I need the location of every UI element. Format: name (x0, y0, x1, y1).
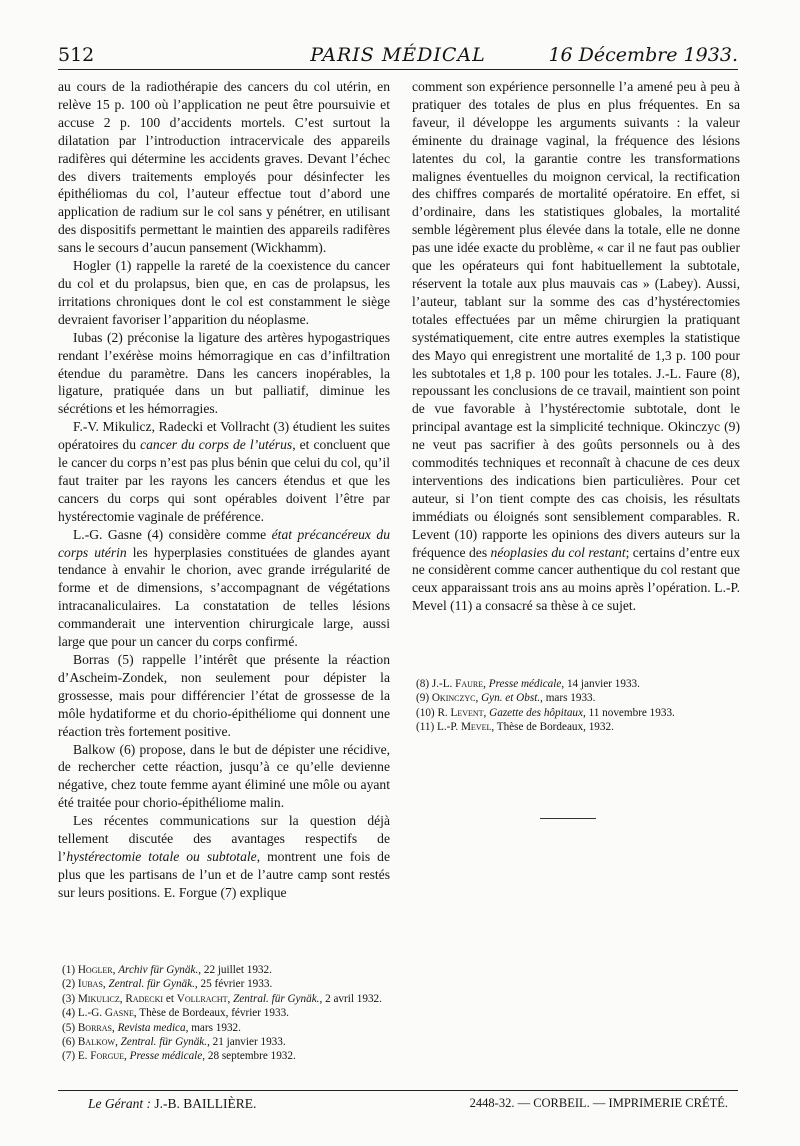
footnote-author: J.-L. Faure, (431, 678, 486, 690)
italic-run: cancer du corps de l’utérus (140, 437, 293, 453)
text-run: les hyperplasies constituées de glandes ayant tendance à envahir le chorion, avec grande irrégularité de forme et de dimensions, s’accompagnant de végétations intracanaliculaires. La constatation de telles lésions commanderait une intervention chirurgicale large, aussi large que pour un cancer du corps confirmé. (58, 544, 391, 650)
footnote-number: (3) (62, 992, 76, 1005)
footnote-rest: , 22 juillet 1932. (198, 964, 272, 976)
text-run: Les récentes communications sur la question déjà tellement discutée des avantages respectifs de l’ (58, 813, 390, 864)
footer-rule (58, 1090, 738, 1091)
footnote-author: L.-P. Mevel, (437, 721, 495, 734)
paragraph: Hogler (1) rappelle la rareté de la coexistence du cancer du col et du prolapsus, bien que, en cas de prolapsus, les irritations chroniques dont le col est constamment le siège devraient favoriser l’apparition du néoplasme. (58, 258, 390, 327)
left-column (58, 78, 390, 902)
journal-title: PARIS MÉDICAL (310, 44, 486, 66)
footnote-rest: Thèse de Bordeaux, 1932. (494, 721, 614, 734)
page-footer (58, 1090, 738, 1130)
italic-run: hystérectomie totale ou subtotale (66, 848, 257, 864)
footnote (412, 677, 740, 691)
paragraph (58, 526, 390, 651)
footnote-rest: , 14 janvier 1933. (561, 678, 640, 690)
page-header (58, 44, 738, 78)
footnote-number: (1) (62, 964, 76, 976)
paragraph (412, 78, 740, 615)
paragraph: Balkow (6) propose, dans le but de dépister une récidive, de rechercher cette réaction, jusqu’à ce qu’elle devienne négative, chez toute femme ayant éliminé une môle ou ayant été traitée pour chorio-épithéliome malin. (58, 741, 390, 811)
footnote-number: (9) (416, 692, 430, 705)
footnote-author: Balkow, (77, 1036, 118, 1049)
footnote-rest: , 2 avril 1932. (319, 992, 382, 1005)
gerant-label: Le Gérant : (88, 1096, 151, 1111)
printer-credit: 2448-32. — CORBEIL. — IMPRIMERIE CRÉTÉ. (469, 1096, 728, 1110)
footnote-number: (7) (62, 1050, 76, 1063)
footnote-conjunction: et (163, 992, 177, 1005)
gerant-credit (88, 1096, 256, 1112)
header-rule (58, 69, 738, 70)
footnote-source: Gyn. et Obst. (481, 692, 541, 705)
italic-run: état précancéreux du corps utérin (58, 526, 390, 560)
footnote (412, 691, 740, 705)
footnote-source: Presse médicale (488, 678, 562, 690)
footnote-source: Zentral. für Gynäk. (233, 992, 320, 1005)
right-column (412, 78, 740, 615)
footnote-number: (11) (416, 721, 435, 734)
footnote (58, 1035, 390, 1049)
footnote (412, 720, 740, 734)
footnote-author: Mikulicz, Radecki (77, 992, 164, 1005)
footnote-author: Okinczyc, (431, 692, 479, 705)
footnote-source: Presse médicale (129, 1050, 203, 1063)
footnote-source: Zentral. für Gynäk. (108, 978, 195, 991)
footnote-author: L.-G. Gasne, (77, 1007, 137, 1020)
text-run: ; certains d’entre eux ne considèrent comme cancer authentique du col restant que ceux apparaissant trois ans au moins après l’opération. L.-P. Mevel (11) a consacré sa thèse à ce sujet. (412, 544, 741, 614)
footnote-number: (8) (416, 678, 430, 690)
footnote-author: Iubas, (77, 978, 106, 991)
text-run: , montrent une fois de plus que les partisans de l’un et de l’autre camp sont restés sur leurs positions. E. Forgue (7) explique (58, 848, 390, 900)
footnote (58, 1006, 390, 1020)
footnote-number: (2) (62, 978, 76, 991)
page-number: 512 (58, 44, 95, 66)
footnote-rest: , 25 février 1933. (194, 978, 273, 991)
footnote-author: Borras, (77, 1021, 115, 1034)
footnote-author: Hogler, (77, 964, 116, 976)
text-run: , et concluent que le cancer du corps n’est pas plus bénin que celui du col, qu’il faut traiter par les rayons les cancers étendus et que les cancers du corps qui sont opérables doivent l’être par hystérectomie vaginale de préférence. (58, 437, 391, 524)
footnote-number: (6) (62, 1036, 76, 1049)
footnote-rest: Thèse de Bordeaux, février 1933. (136, 1007, 289, 1020)
issue-date: 16 Décembre 1933. (548, 44, 738, 66)
footnotes-right (412, 677, 740, 735)
footnotes-left (58, 963, 390, 1064)
gerant-name: J.-B. BAILLIÈRE. (154, 1096, 257, 1111)
footnote-source: Archiv für Gynäk. (118, 964, 199, 976)
footnote-number: (4) (62, 1007, 76, 1020)
footnote (58, 1021, 390, 1035)
text-run: comment son expérience personnelle l’a amené peu à peu à pratiquer des totales de plus en plus fréquentes. En sa faveur, il développe les arguments suivants : la valeur éminente du drainage vaginal, la fréquence des lésions latentes du col, la garantie contre les transformations malignes éventuelles du moignon cervical, la rectification des chiffres comparés de mortalité opératoire. En effet, si d’ordinaire, dans les statistiques globales, la mortalité semble légèrement plus élevée dans la totale, elle ne donne pas une idée exacte du problème, « car il ne faut pas oublier que les opérateurs qui font habituellement la subtotale, réservent la totale aux plus mauvais cas » (Labey). Aussi, l’auteur, tablant sur la somme des cas d’hystérectomies totales effectuées par un même chirurgien la pratiquant systématiquement, cite entre autres exemples la statistique des Mayo qui enregistrent une mortalité de 1,3 p. 100 pour les subtotales et 1,8 p. 100 pour les totales. J.-L. Faure (8), repoussant les conclusions de ce travail, maintient son point de vue favorable à l’hystérectomie subtotale, dont le principal avantage est la simplicité technique. Okinczyc (9) ne veut pas sacrifier à des goûts personnels ou à des commodités techniques et reconnaît à chacune de ces deux interventions des indications bien particulières. Pour cet auteur, si l’on tient compte des cas choisis, les résultats immédiats ou éloignés sont sensiblement comparables. R. Levent (10) rapporte les opinions des divers auteurs sur la fréquence des (412, 79, 740, 560)
footnote-author: R. Levent, (437, 706, 487, 719)
footnote-rest: , 21 janvier 1933. (207, 1036, 286, 1049)
footnote (58, 1049, 390, 1063)
footnote-rest: , mars 1933. (540, 692, 596, 705)
footnote-author: E. Forgue, (77, 1050, 127, 1063)
footnote-source: Gazette des hôpitaux (489, 706, 583, 719)
footnote (58, 977, 390, 991)
footnote-rest: , mars 1932. (185, 1021, 241, 1034)
footnote-rest: , 28 septembre 1932. (202, 1050, 296, 1063)
paragraph: Iubas (2) préconise la ligature des artères hypogastriques rendant l’exérèse moins hémorragique en cas d’infiltration étendue du paramètre. Dans les cancers inopérables, la ligature, pratiquée dans un but palliatif, diminue les sécrétions et les hémorragies. (58, 329, 390, 417)
paragraph: Borras (5) rappelle l’intérêt que présente la réaction d’Ascheim-Zondek, non seulement pour dépister la grossesse, mais pour différencier l’état de grossesse de la môle hydatiforme et du chorio-épithéliome qui donnent une réaction très fortement positive. (58, 652, 390, 739)
footnote-number: (10) (416, 706, 435, 719)
footnote-rest: , 11 novembre 1933. (582, 706, 675, 719)
footnote (58, 992, 390, 1006)
footnote-source: Zentral. für Gynäk. (120, 1036, 208, 1049)
footnote-source: Revista medica (117, 1021, 186, 1034)
paragraph: au cours de la radiothérapie des cancers du col utérin, en relève 15 p. 100 où l’application ne peut être poursuivie et accuse 2 p. 100 d’accidents mortels. C’est surtout la dilatation par l’introduction intracervicale des appareils radifères qui détermine les accidents graves. Devant l’échec des divers traitements employés pour désinfecter les épithéliomas du col, l’auteur effectue tout d’abord une application de radium sur le col sans y pénétrer, en utilisant des dispositifs permettant le maintien des appareils radifères sans le secours d’aucun pansement (Wickhamm). (58, 79, 390, 256)
footnote (412, 706, 740, 720)
text-run: L.-G. Gasne (4) considère comme (73, 526, 272, 542)
footnote-author: Vollracht, (176, 992, 231, 1005)
footnote-number: (5) (62, 1021, 76, 1034)
section-separator (540, 818, 596, 819)
paragraph (58, 812, 390, 902)
italic-run: néoplasies du col restant (490, 544, 626, 560)
text-run: F.-V. Mikulicz, Radecki et Vollracht (3) étudient les suites opératoires du (58, 419, 390, 453)
paragraph (58, 418, 390, 525)
footnote (58, 963, 390, 977)
